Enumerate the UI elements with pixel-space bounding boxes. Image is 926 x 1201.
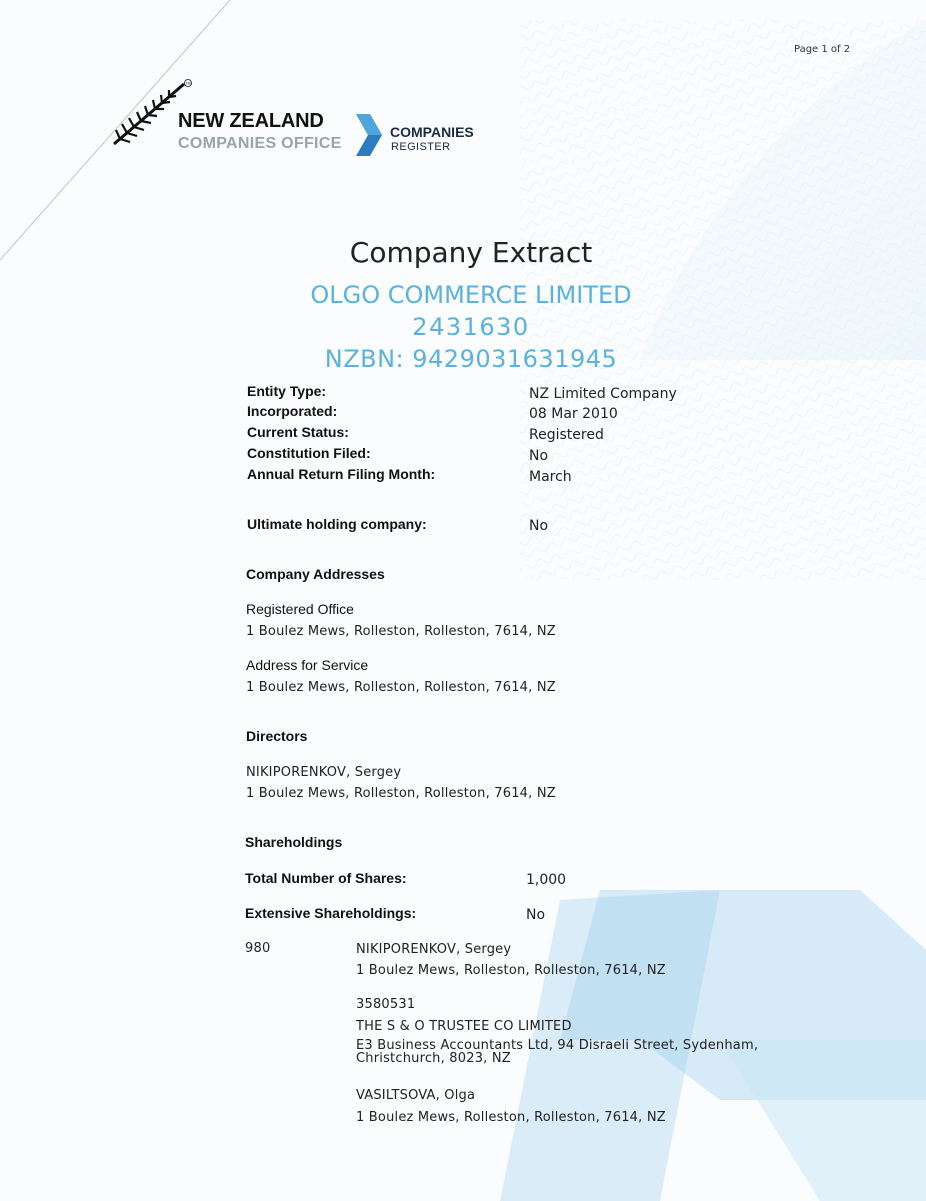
detail-label: Current Status: (247, 424, 349, 440)
shareholder-name: THE S & O TRUSTEE CO LIMITED (356, 1019, 572, 1034)
detail-value: No (529, 448, 549, 464)
addresses-heading: Company Addresses (246, 566, 385, 582)
company-name: OLGO COMMERCE LIMITED (310, 281, 632, 309)
allocation-shares: 3580531 (356, 997, 416, 1012)
detail-label: Entity Type: (247, 383, 327, 399)
allocation-shares: 980 (245, 941, 271, 956)
detail-label: Annual Return Filing Month: (247, 466, 436, 482)
total-shares-label: Total Number of Shares: (245, 870, 407, 886)
register-subtitle: REGISTER (391, 141, 451, 153)
page-number: Page 1 of 2 (794, 44, 851, 55)
extensive-shareholdings-value: No (526, 907, 546, 923)
shareholder-address: 1 Boulez Mews, Rolleston, Rolleston, 7614, NZ (356, 1110, 666, 1125)
register-title: COMPANIES (390, 124, 474, 140)
logo-tm-mark: TM (185, 81, 191, 86)
ultimate-holding-label: Ultimate holding company: (247, 516, 427, 532)
shareholdings-heading: Shareholdings (245, 834, 343, 850)
detail-label: Constitution Filed: (247, 445, 371, 461)
service-address: 1 Boulez Mews, Rolleston, Rolleston, 7614, NZ (246, 680, 556, 695)
shareholder-name: VASILTSOVA, Olga (356, 1088, 476, 1103)
ultimate-holding-value: No (529, 518, 549, 534)
detail-label: Incorporated: (247, 403, 338, 419)
shareholder-name: NIKIPORENKOV, Sergey (356, 942, 512, 957)
company-number: 2431630 (412, 313, 530, 341)
chevron-right-icon (354, 112, 384, 158)
service-address-label: Address for Service (246, 657, 369, 673)
detail-value: 08 Mar 2010 (529, 406, 618, 422)
detail-value: NZ Limited Company (529, 386, 677, 402)
total-shares-value: 1,000 (526, 872, 567, 888)
shareholder-address: E3 Business Accountants Ltd, 94 Disraeli Street, Sydenham, Christchurch, 8023, NZ (356, 1038, 759, 1066)
registered-office-label: Registered Office (246, 601, 354, 617)
director-name: NIKIPORENKOV, Sergey (246, 765, 402, 780)
page-title: Company Extract (349, 236, 593, 269)
logo-secondary-text: COMPANIES OFFICE (178, 135, 342, 152)
detail-value: March (529, 469, 572, 485)
registered-office-address: 1 Boulez Mews, Rolleston, Rolleston, 7614, NZ (246, 624, 556, 639)
logo-primary-text: NEW ZEALAND (178, 110, 324, 132)
extensive-shareholdings-label: Extensive Shareholdings: (245, 905, 417, 921)
shareholder-address: 1 Boulez Mews, Rolleston, Rolleston, 7614, NZ (356, 963, 666, 978)
directors-heading: Directors (246, 728, 308, 744)
detail-value: Registered (529, 427, 604, 443)
director-address: 1 Boulez Mews, Rolleston, Rolleston, 7614, NZ (246, 786, 556, 801)
company-nzbn: NZBN: 9429031631945 (324, 345, 618, 373)
